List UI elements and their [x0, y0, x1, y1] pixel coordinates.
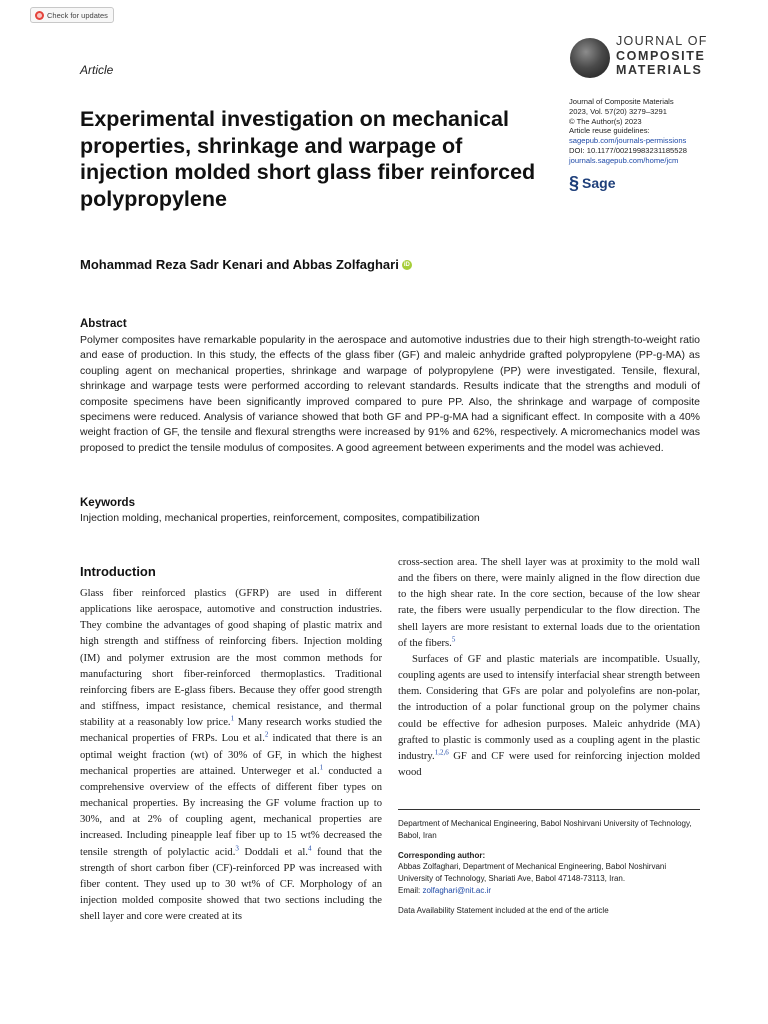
text-run: found that the strength of short carbon fiber (CF)-reinforced PP was increased with fiber content. They used up to 30 wt% of CF. Morphology of an injection molded composite showed that two sections including the shell layer and core were created at its — [80, 846, 383, 923]
authors — [80, 257, 412, 272]
text-run: Glass fiber reinforced plastics (GFRP) are used in different applications like aerospace, automotive and construction industries. They combine the advantages of good shaping of plastic matrix and high strength and stiffness of reinforcing fibers. Injection molding (IM) and polymer extrusion are the most common methods for manufacturing short fiber-reinforced thermoplastics. Traditional reinforcing fibers are E-glass fibers. Because they offer good strength and stiffness, impact resistance, chemical resistance, and thermal stability at a reasonably low price. — [80, 588, 382, 729]
intro-paragraph-1-continued — [398, 555, 700, 652]
sage-s-icon: § — [569, 173, 580, 193]
journal-copyright: © The Author(s) 2023 — [569, 116, 642, 126]
journal-logo-line1: JOURNAL OF — [616, 34, 708, 48]
email-label: Email: — [398, 885, 423, 895]
corresponding-author-text: Abbas Zolfaghari, Department of Mechanical Engineering, Babol Noshirvani University of Technology, Shariati Ave, Babol 47148-73113, Iran. — [398, 862, 667, 884]
corresponding-author-heading: Corresponding author: — [398, 850, 486, 860]
text-run: GF and CF were used for reinforcing injection molded wood — [398, 750, 700, 779]
text-run: Doddali et al. — [238, 846, 308, 858]
citation-ref[interactable]: 4 — [307, 843, 312, 852]
text-run: Surfaces of GF and plastic materials are incompatible. Usually, coupling agents are used to intensify interfacial shear strength between them. Considering that GFs are polar and polyolefins are non-polar, the introduction of a polar functional group on the polymer chains could be effective for adhesion purposes. Maleic anhydride (MA) grafted to plastic is commonly used as a coupling agent in the plastic industry. — [398, 653, 700, 762]
data-availability-statement: Data Availability Statement included at the end of the article — [398, 905, 609, 915]
intro-paragraph-1 — [80, 586, 382, 925]
email-line — [398, 885, 703, 897]
citation-ref[interactable]: 1 — [319, 763, 324, 772]
keywords-heading: Keywords — [80, 497, 135, 509]
citation-ref[interactable]: 1,2,6 — [434, 748, 449, 757]
journal-volume: 2023, Vol. 57(20) 3279–3291 — [569, 106, 667, 116]
email-link[interactable]: zolfaghari@nit.ac.ir — [422, 885, 492, 895]
text-run: Many research works studied the mechanical properties of FRPs. Lou et al. — [80, 717, 382, 745]
abstract-heading: Abstract — [80, 318, 127, 330]
journal-logo — [570, 34, 710, 82]
journal-logo-sphere-icon — [570, 38, 610, 78]
journal-info — [569, 97, 739, 166]
text-run: conducted a comprehensive overview of the effects of different fiber types on mechanical properties. By increasing the GF volume fraction up to 30%, and at 2% of coupling agent, mechanical properties are increased. Including pineapple leaf fiber up to 15 wt% decreased the tensile strength of polylactic acid. — [80, 765, 382, 858]
keywords-text: Injection molding, mechanical properties, reinforcement, composites, compatibilization — [80, 512, 480, 524]
citation-ref[interactable]: 3 — [235, 843, 239, 852]
body-column-left — [80, 586, 382, 925]
text-run: cross-section area. The shell layer was at proximity to the mold wall and the fibers on there, were mainly aligned in the flow direction due to the high shear rate. In the core section, because of the low shear rate, the fibers were usually perpendicular to the flow direction. The shell layers are more resistant to external loads due to the orientation of the fibers. — [398, 557, 700, 649]
body-column-right — [398, 555, 700, 781]
author-names: Mohammad Reza Sadr Kenari and Abbas Zolfaghari — [80, 257, 399, 272]
citation-ref[interactable]: 2 — [264, 730, 269, 739]
affiliation: Department of Mechanical Engineering, Babol Noshirvani University of Technology, Babol, Iran — [398, 819, 692, 840]
journal-logo-line2: COMPOSITE — [616, 48, 706, 63]
check-for-updates-button[interactable] — [30, 7, 114, 23]
journal-logo-line3: MATERIALS — [616, 63, 703, 77]
check-for-updates-label: Check for updates — [47, 10, 108, 20]
doi: DOI: 10.1177/00219983231185528 — [569, 145, 687, 155]
journal-name: Journal of Composite Materials — [569, 97, 674, 106]
introduction-heading: Introduction — [80, 564, 156, 579]
reuse-permissions-link[interactable]: sagepub.com/journals-permissions — [569, 136, 687, 146]
intro-paragraph-2 — [398, 652, 700, 781]
paper-title: Experimental investigation on mechanical properties, shrinkage and warpage of injection molded short glass fiber reinforced polypropylene — [80, 107, 536, 211]
publisher-name: Sage — [582, 175, 616, 191]
journal-home-link[interactable]: journals.sagepub.com/home/jcm — [569, 155, 679, 165]
article-type: Article — [80, 63, 114, 77]
citation-ref[interactable]: 1 — [230, 714, 235, 723]
citation-ref[interactable]: 5 — [451, 635, 456, 644]
orcid-icon[interactable]: iD — [403, 261, 410, 268]
footnote-divider — [398, 809, 700, 810]
reuse-guidelines-label: Article reuse guidelines: — [569, 126, 650, 136]
abstract-text: Polymer composites have remarkable popularity in the aerospace and automotive industries due to their high strength-to-weight ratio and ease of production. In this study, the effects of the glass fiber (GF) and maleic anhydride grafted polypropylene (PP-g-MA) as coupling agent on mechanical properties, shrinkage and warpage of polypropylene (PP) were investigated. Tensile, flexural, shrinkage and warpage tests were performed according to relevant standards. Results indicate that the strengths and moduli of composite specimens have been significantly improved compared to pure PP. Also, the shrinkage and warpage of composite specimens were reduced. Analysis of variance showed that both GF and PP-g-MA had a significant effect. In composite with a 40% weight fraction of GF, the tensile and flexural strengths were increased by 91% and 62%, respectively. A micromechanics model was proposed to predict the tensile modulus of composites. A good agreement between experiments and the model was achieved. — [80, 334, 700, 454]
footnotes — [398, 818, 703, 925]
text-run: indicated that there is an optimal weight fraction (wt) of 30% of GF, in which the highest mechanical properties are attained. Unterweger et al. — [80, 733, 382, 777]
check-updates-icon — [35, 11, 44, 20]
publisher-logo — [569, 174, 615, 192]
